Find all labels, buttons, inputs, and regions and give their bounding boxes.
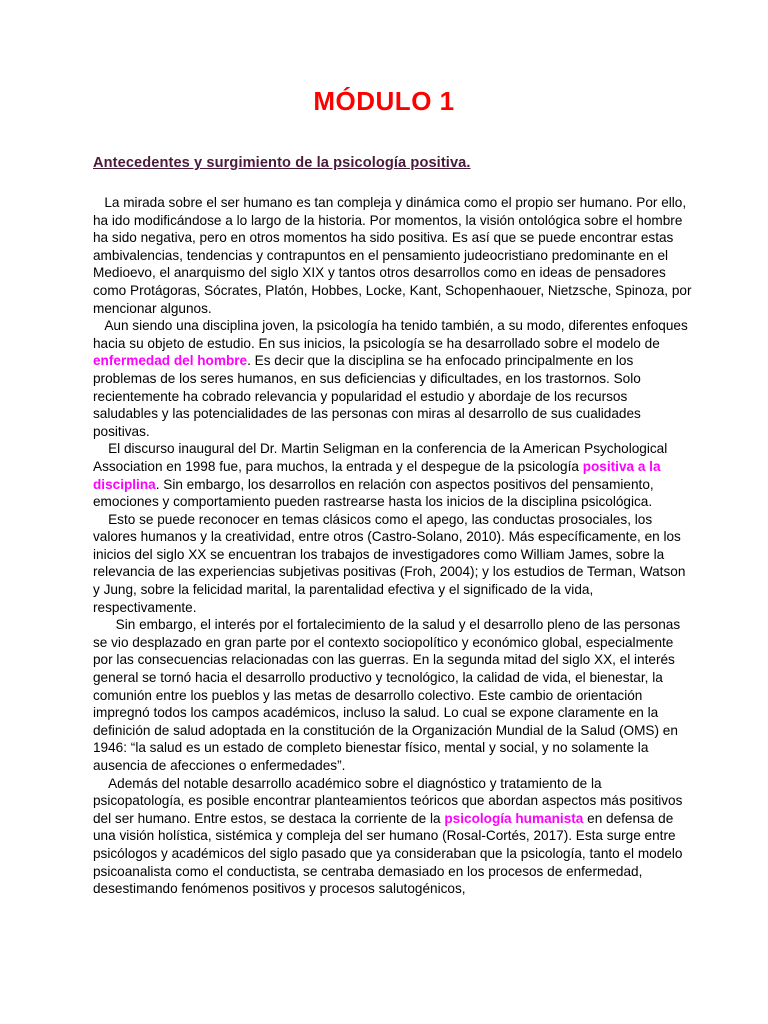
paragraph-2-text-b: . Es decir que la disciplina se ha enfocado principalmente en los problemas de los seres humanos, en sus deficiencias y dificultades, en los trastornos. Solo recientemente ha cobrado relevancia y popularidad el estudio y abordaje de los recursos saludables y las potencialidades de las personas con miras al desarrollo de sus cualidades positivas. bbox=[93, 353, 641, 439]
paragraph-2-text-a: Aun siendo una disciplina joven, la psicología ha tenido también, a su modo, diferentes enfoques hacia su objeto de estudio. En sus inicios, la psicología se ha desarrollado sobre el modelo de bbox=[93, 318, 688, 351]
highlight-positiva-a-la-disciplina: positiva a la disciplina bbox=[93, 458, 661, 492]
highlight-enfermedad-del-hombre: enfermedad del hombre bbox=[93, 353, 248, 369]
paragraph-6-text-a: Además del notable desarrollo académico sobre el diagnóstico y tratamiento de la psicopatología, es posible encontrar planteamientos teóricos que abordan aspectos más positivos del ser humano. Entre estos, se destaca la corriente de la bbox=[93, 775, 683, 826]
highlight-psicologia-humanista: psicología humanista bbox=[444, 810, 584, 826]
paragraph-5: Sin embargo, el interés por el fortalecimiento de la salud y el desarrollo pleno de las personas se vio desplazado en gran parte por el contexto sociopolítico y económico global, especialmente por las consecuencias relacionadas con las guerras. En la segunda mitad del siglo XX, el interés general se tornó hacia el desarrollo productivo y tecnológico, la calidad de vida, el bienestar, la comunión entre los pueblos y las metas de desarrollo colectivo. Este cambio de orientación impregnó todos los campos académicos, incluso la salud. Lo cual se expone claramente en la definición de salud adoptada en la constitución de la Organización Mundial de la Salud (OMS) en 1946: “la salud es un estado de completo bienestar físico, mental y social, y no solamente la ausencia de afecciones o enfermedades”. bbox=[93, 617, 681, 773]
section-heading: Antecedentes y surgimiento de la psicología positiva. bbox=[93, 155, 471, 171]
paragraph-3-text-b: . Sin embargo, los desarrollos en relación con aspectos positivos del pensamiento, emociones y comportamiento pueden rastrearse hasta los inicios de la disciplina psicológica. bbox=[93, 476, 654, 510]
paragraph-2 bbox=[93, 317, 693, 440]
page-title: MÓDULO 1 bbox=[313, 86, 455, 116]
paragraph-3-text-a: El discurso inaugural del Dr. Martin Seligman en la conferencia de la American Psychological Association en 1998 fue, para muchos, la entrada y el despegue de la psicología bbox=[93, 441, 668, 474]
paragraph-3 bbox=[93, 440, 693, 510]
paragraph-1: La mirada sobre el ser humano es tan compleja y dinámica como el propio ser humano. Por ello, ha ido modificándose a lo largo de la historia. Por momentos, la visión ontológica sobre el hombre ha sido negativa, pero en otros momentos ha sido positiva. Es así que se puede encontrar estas ambivalencias, tendencias y contrapuntos en el pensamiento judeocristiano predominante en el Medioevo, el anarquismo del siglo XIX y tantos otros desarrollos como en ideas de pensadores como Protágoras, Sócrates, Platón, Hobbes, Locke, Kant, Schopenhaouer, Nietzsche, Spinoza, por mencionar algunos. bbox=[93, 195, 692, 316]
paragraph-6-text-b: en defensa de una visión holística, sistémica y compleja del ser humano (Rosal-Cortés, 2017). Esta surge entre psicólogos y académicos del siglo pasado que ya consideraban que la psicología, tanto el modelo psicoanalista como el conductista, se centraba demasiado en los procesos de enfermedad, desestimando fenómenos positivos y procesos salutogénicos, bbox=[93, 810, 683, 897]
paragraph-6 bbox=[93, 775, 693, 898]
document-body bbox=[93, 194, 693, 898]
paragraph-4: Esto se puede reconocer en temas clásicos como el apego, las conductas prosociales, los valores humanos y la creatividad, entre otros (Castro-Solano, 2010). Más específicamente, en los inicios del siglo XX se encuentran los trabajos de investigadores como William James, sobre la relevancia de las experiencias subjetivas positivas (Froh, 2004); y los estudios de Terman, Watson y Jung, sobre la felicidad marital, la parentalidad efectiva y el significado de la vida, respectivamente. bbox=[93, 511, 686, 615]
